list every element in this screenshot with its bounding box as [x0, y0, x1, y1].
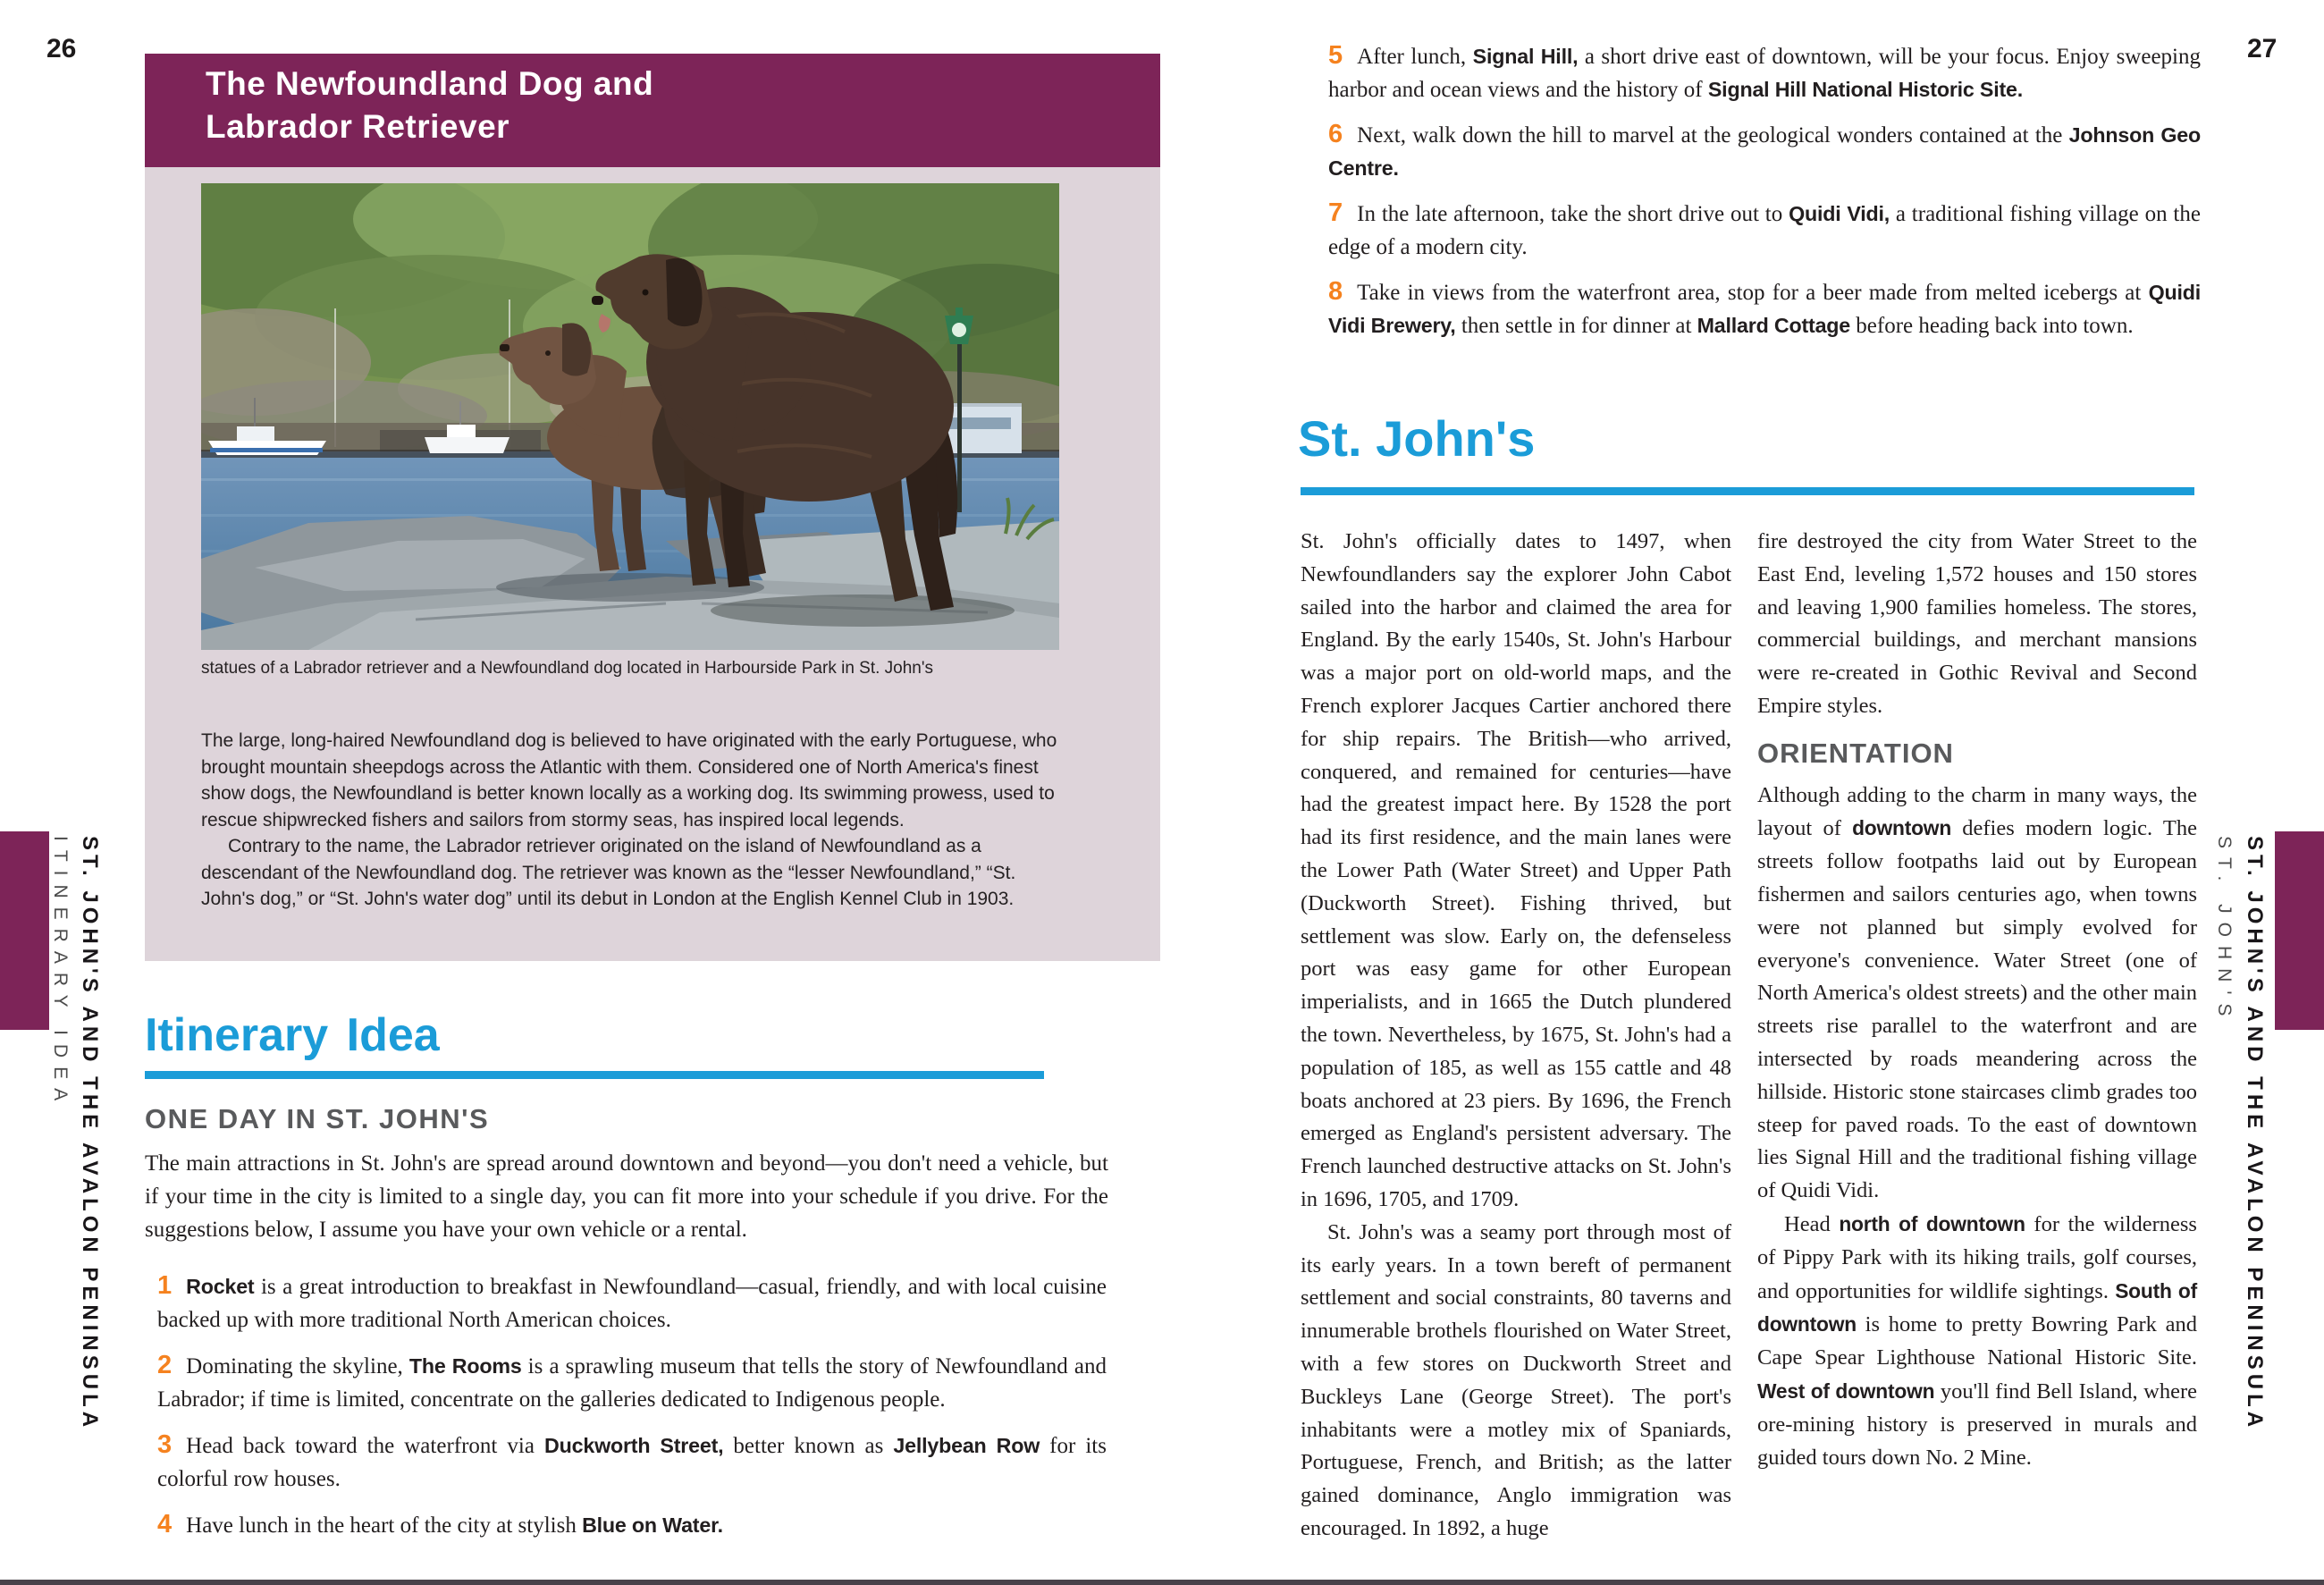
stjohns-heading-rule: [1301, 487, 2194, 495]
text-run: Have lunch in the heart of the city at stylish: [186, 1513, 583, 1538]
itinerary-item: [1328, 118, 2201, 185]
stjohns-column-2: [1757, 526, 2197, 1474]
item-number: 8: [1328, 277, 1343, 306]
orientation-paragraphs: [1757, 780, 2197, 1475]
keyword: Rocket: [186, 1275, 255, 1298]
text-run: then settle in for dinner at: [1455, 314, 1697, 338]
text-run: Dominating the skyline,: [186, 1354, 409, 1378]
text-run: is a sprawling museum that tells the story of Newfoundland and Labrador; if time is limited, concentrate on the galleries dedicated to Indigenous people.: [157, 1354, 1107, 1412]
stjohns-column-1: [1301, 526, 1731, 1546]
text-run: is home to pretty Bowring Park and Cape Spear Lighthouse National Historic Site.: [1757, 1312, 2197, 1370]
keyword: West of downtown: [1757, 1378, 1935, 1403]
itinerary-items-5-8: [1328, 39, 2201, 354]
keyword: Signal Hill,: [1472, 45, 1579, 68]
itinerary-heading-rule: [145, 1071, 1044, 1079]
itinerary-item: [1328, 39, 2201, 106]
itinerary-intro: The main attractions in St. John's are spread around downtown and beyond—you don't need a vehicle, but if your time in the city is limited to a single day, you can fit more into your schedule if you drive. For the suggestions below, I assume you have your own vehicle or a rental.: [145, 1151, 1108, 1242]
item-number: 7: [1328, 198, 1343, 227]
right-edge-label-secondary: ST. JOHN'S: [2214, 836, 2235, 1025]
paragraph: St. John's officially dates to 1497, when Newfoundlanders say the explorer John Cabot sailed into the harbor and claimed the area for England. By the early 1540s, St. John's Harbour was a major port on old-world maps, and the French explorer Jacques Cartier anchored there for ship repairs. The British—who arrived, conquered, and remained for centuries—have had the greatest impact here. By 1528 the port had its first residence, and the main lanes were the Lower Path (Water Street) and Upper Path (Duckworth Street). Fishing thrived, but settlement was slow. Early on, the defenseless port was easy game for other European imperialists, and in 1665 the Dutch plundered the town. Nevertheless, by 1675, St. John's had a population of 185, as well as 155 cattle and 48 boats anchored at 23 piers. By 1696, the French emerged as England's persistent adversary. The French launched destructive attacks on St. John's in 1696, 1705, and 1709.: [1301, 529, 1731, 1211]
itinerary-items-1-4: [157, 1269, 1107, 1555]
itinerary-item: [157, 1429, 1107, 1496]
text-run: Head back toward the waterfront via: [186, 1434, 545, 1458]
paragraph: [1757, 780, 2197, 1208]
text-run: Next, walk down the hill to marvel at the geological wonders contained at the: [1357, 123, 2069, 148]
itinerary-item: [157, 1269, 1107, 1336]
keyword: Jellybean Row: [893, 1434, 1040, 1457]
text-run: for its colorful row houses.: [157, 1434, 1107, 1491]
left-edge-label-primary: ST. JOHN'S AND THE AVALON PENINSULA: [78, 836, 102, 1432]
harbor-photo: [201, 183, 1059, 650]
keyword: The Rooms: [408, 1354, 522, 1378]
itinerary-subheading: ONE DAY IN ST. JOHN'S: [145, 1103, 490, 1134]
text-run: Head: [1784, 1211, 1840, 1236]
left-edge-tab: [0, 831, 49, 1030]
keyword: downtown: [1852, 816, 1952, 840]
itinerary-item: [1328, 275, 2201, 342]
page-bottom-edge: [0, 1580, 2324, 1585]
paragraph: St. John's was a seamy port through most of its early years. In a town bereft of permanent settlement and social constraints, 80 taverns and innumerable brothels flourished on Water Street, with a few stores on Duckworth Street and Buckleys Lane (George Street). The port's inhabitants were a motley mix of Spaniards, Portuguese, French, and British; as the latter gained dominance, Anglo immigration was encouraged. In 1892, a huge: [1301, 1219, 1731, 1540]
text-run: Take in views from the waterfront area, stop for a beer made from melted icebergs at: [1357, 281, 2149, 305]
text-run: you'll find Bell Island, where ore-mining history is preserved in murals and guided tours down No. 2 Mine.: [1757, 1378, 2197, 1470]
page-number-right: 27: [2247, 34, 2278, 63]
item-number: 1: [157, 1271, 173, 1300]
paragraph: The large, long-haired Newfoundland dog is believed to have originated with the early Portuguese, who brought mountain sheepdogs across the Atlantic with them. Considered one of North America's finest show dogs, the Newfoundland is better known locally as a working dog. Its swimming prowess, used to rescue shipwrecked fishers and sailors from stormy seas, has inspired local legends.: [201, 730, 1057, 830]
text-run: a short drive east of downtown, will be your focus. Enjoy sweeping harbor and ocean views and the history of: [1328, 45, 2201, 102]
paragraph: [1757, 1208, 2197, 1474]
keyword: north of downtown: [1839, 1211, 2025, 1235]
left-edge-label-secondary: ITINERARY IDEA: [50, 836, 71, 1110]
photo-caption: statues of a Labrador retriever and a Newfoundland dog located in Harbourside Park in St. John's: [201, 659, 934, 678]
text-run: defies modern logic. The streets follow footpaths laid out by European fishermen and sailors centuries ago, when towns were not planned but simply evolved for everyone's convenience. Water Street (one of North America's oldest streets) and the other main streets rise parallel to the waterfront and are intersected by roads meandering across the hillside. Historic stone staircases climb grades too steep for paved roads. To the east of downtown lies Signal Hill and the traditional fishing village of Quidi Vidi.: [1757, 816, 2197, 1203]
orientation-heading: ORIENTATION: [1757, 737, 1954, 769]
text-run: for the wilderness of Pippy Park with its hiking trails, golf courses, and opportunities for wildlife sightings.: [1757, 1211, 2197, 1303]
keyword: Signal Hill National Historic Site.: [1707, 78, 2024, 101]
keyword: Duckworth Street,: [544, 1434, 724, 1457]
feature-box-paragraphs: [201, 728, 1061, 913]
itinerary-item: [157, 1349, 1107, 1416]
page-number-left: 26: [46, 34, 77, 63]
item-number: 2: [157, 1351, 173, 1379]
text-run: Although adding to the charm in many ways, the layout of: [1757, 782, 2197, 841]
text-run: After lunch,: [1357, 45, 1473, 69]
text-run: before heading back into town.: [1850, 314, 2134, 338]
keyword: South of downtown: [1757, 1278, 2197, 1336]
column2-continuation: fire destroyed the city from Water Street to the East End, leveling 1,572 houses and 150 stores and leaving 1,900 families homeless. The stores, commercial buildings, and merchant mansions were re-created in Gothic Revival and Second Empire styles.: [1757, 529, 2197, 718]
keyword: Quidi Vidi Brewery,: [1328, 281, 2201, 337]
item-number: 4: [157, 1510, 173, 1539]
harbor-photo-graphic: [201, 183, 1059, 650]
itinerary-item: [157, 1508, 1107, 1542]
feature-box-title: The Newfoundland Dog and Labrador Retriever: [206, 65, 654, 145]
item-number: 5: [1328, 41, 1343, 70]
right-edge-label-primary: ST. JOHN'S AND THE AVALON PENINSULA: [2243, 836, 2267, 1432]
item-number: 3: [157, 1430, 173, 1459]
keyword: Johnson Geo Centre.: [1328, 123, 2201, 180]
right-edge-tab: [2275, 831, 2324, 1030]
keyword: Blue on Water.: [582, 1513, 723, 1537]
itinerary-item: [1328, 197, 2201, 264]
text-run: In the late afternoon, take the short drive out to: [1357, 202, 1789, 226]
keyword: Quidi Vidi,: [1789, 202, 1890, 225]
text-run: is a great introduction to breakfast in Newfoundland—casual, friendly, and with local cuisine backed up with more traditional North American choices.: [157, 1275, 1107, 1332]
keyword: Mallard Cottage: [1697, 314, 1851, 337]
text-run: better known as: [723, 1434, 894, 1458]
itinerary-heading: Itinerary Idea: [145, 1009, 440, 1061]
paragraph: Contrary to the name, the Labrador retriever originated on the island of Newfoundland as a descendant of the Newfoundland dog. The retriever was known as the “lesser Newfoundland,” “St. John's dog,” or “St. John's water dog” until its debut in London at the English Kennel Club in 1903.: [201, 836, 1016, 909]
text-run: a traditional fishing village on the edge of a modern city.: [1328, 202, 2201, 259]
stjohns-heading: St. John's: [1298, 410, 1536, 467]
item-number: 6: [1328, 120, 1343, 148]
